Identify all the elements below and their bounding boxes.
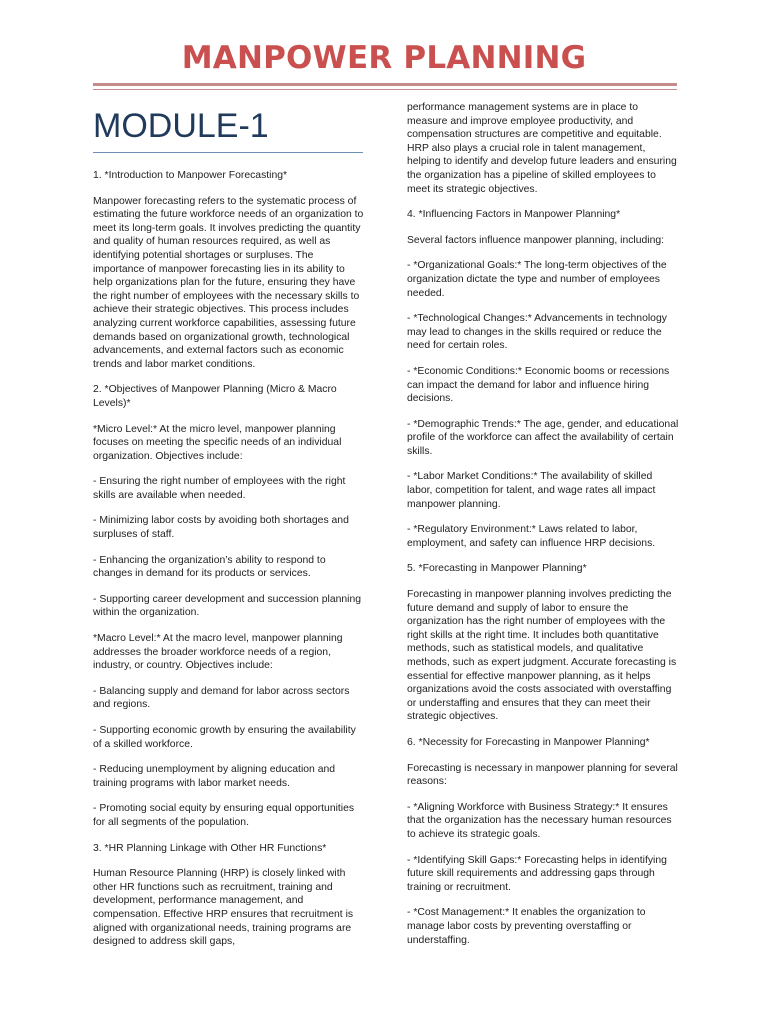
paragraph: - *Demographic Trends:* The age, gender, and educational profile of the workforce can affect the availability of certain skills. xyxy=(407,418,679,457)
document-title: MANPOWER PLANNING xyxy=(181,40,587,76)
paragraph: - Balancing supply and demand for labor across sectors and regions. xyxy=(93,685,350,711)
paragraph: - *Aligning Workforce with Business Strategy:* It ensures that the organization has the necessary human resources to achieve its strategic goals. xyxy=(407,801,672,840)
paragraph: Forecasting in manpower planning involves predicting the future demand and supply of labor to ensure the organization has the right number of employees with the right skills at the right time. It includes both quantitative methods, such as statistical models, and qualitative methods, such as expert judgment. Accurate forecasting is essential for effective manpower planning, as it helps organizations avoid the costs associated with overstaffing or understaffing and ensures that they can meet their strategic objectives. xyxy=(407,589,677,723)
paragraph: 3. *HR Planning Linkage with Other HR Functions* xyxy=(93,842,327,854)
paragraph: - Promoting social equity by ensuring equal opportunities for all segments of the population. xyxy=(93,803,355,828)
paragraph: - *Economic Conditions:* Economic booms or recessions can impact the demand for labor and influence hiring decisions. xyxy=(407,365,670,405)
paragraph: - Ensuring the right number of employees with the right skills are available when needed. xyxy=(93,476,346,501)
paragraph: Human Resource Planning (HRP) is closely linked with other HR functions such as recruitment, training and development, performance management, and compensation. Effective HRP ensures that recruitment is aligned with organizational needs, training programs are designed to address skill gaps, xyxy=(93,868,354,948)
module-heading-rule xyxy=(93,152,363,153)
paragraph: Manpower forecasting refers to the systematic process of estimating the future workforce needs of an organization to meet its long-term goals. It involves predicting the quantity and quality of human resources required, as well as identifying potential shortages or surpluses. The importance of manpower forecasting lies in its ability to help organizations plan for the future, ensuring they have the right number of employees with the necessary skills to achieve their strategic objectives. This process includes analyzing current workforce capabilities, assessing future demands based on organizational growth, technological advancements, and external factors such as economic trends and labor market conditions. xyxy=(93,195,364,370)
paragraph: 1. *Introduction to Manpower Forecasting* xyxy=(93,170,288,181)
title-rule-thick xyxy=(93,83,677,86)
paragraph: - Minimizing labor costs by avoiding both shortages and surpluses of staff. xyxy=(93,515,349,541)
title-rule-thin xyxy=(93,89,677,90)
paragraph: 5. *Forecasting in Manpower Planning* xyxy=(407,563,587,575)
paragraph: Several factors influence manpower planning, including: xyxy=(407,234,665,246)
paragraph: *Micro Level:* At the micro level, manpower planning focuses on meeting the specific needs of an individual organization. Objectives include: xyxy=(93,423,342,462)
paragraph: performance management systems are in place to measure and improve employee productivity, and compensation structures are competitive and equitable. HRP also plays a crucial role in talent management, helping to identify and develop future leaders and ensuring the organization has a pipeline of skilled employees to meet its strategic objectives. xyxy=(407,102,677,195)
right-column xyxy=(407,101,679,959)
paragraph: - *Cost Management:* It enables the organization to manage labor costs by preventing overstaffing or understaffing. xyxy=(407,907,646,946)
paragraph: - *Organizational Goals:* The long-term objectives of the organization dictate the type and number of employees needed. xyxy=(407,260,667,299)
left-column xyxy=(93,100,365,961)
paragraph: - Enhancing the organization’s ability to respond to changes in demand for its products or services. xyxy=(93,554,326,580)
paragraph: 6. *Necessity for Forecasting in Manpower Planning* xyxy=(407,736,650,748)
paragraph: *Macro Level:* At the macro level, manpower planning addresses the broader workforce needs of a region, industry, or country. Objectives include: xyxy=(93,633,343,672)
paragraph: - *Labor Market Conditions:* The availability of skilled labor, competition for talent, and wage rates all impact manpower planning. xyxy=(407,471,656,510)
paragraph: - Supporting economic growth by ensuring the availability of a skilled workforce. xyxy=(93,725,356,750)
paragraph: - *Regulatory Environment:* Laws related to labor, employment, and safety can influence HRP decisions. xyxy=(407,524,656,549)
module-heading: MODULE-1 xyxy=(93,107,269,145)
paragraph: - *Technological Changes:* Advancements in technology may lead to changes in the skills required or reduce the need for certain roles. xyxy=(407,313,667,352)
paragraph: Forecasting is necessary in manpower planning for several reasons: xyxy=(407,762,678,788)
paragraph: - Reducing unemployment by aligning education and training programs with labor market needs. xyxy=(93,764,336,789)
paragraph: - Supporting career development and succession planning within the organization. xyxy=(93,593,362,619)
paragraph: 4. *Influencing Factors in Manpower Planning* xyxy=(407,209,621,221)
paragraph: 2. *Objectives of Manpower Planning (Micro & Macro Levels)* xyxy=(93,384,337,409)
paragraph: - *Identifying Skill Gaps:* Forecasting helps in identifying future skill requirements and addressing gaps through training or recruitment. xyxy=(407,854,667,893)
